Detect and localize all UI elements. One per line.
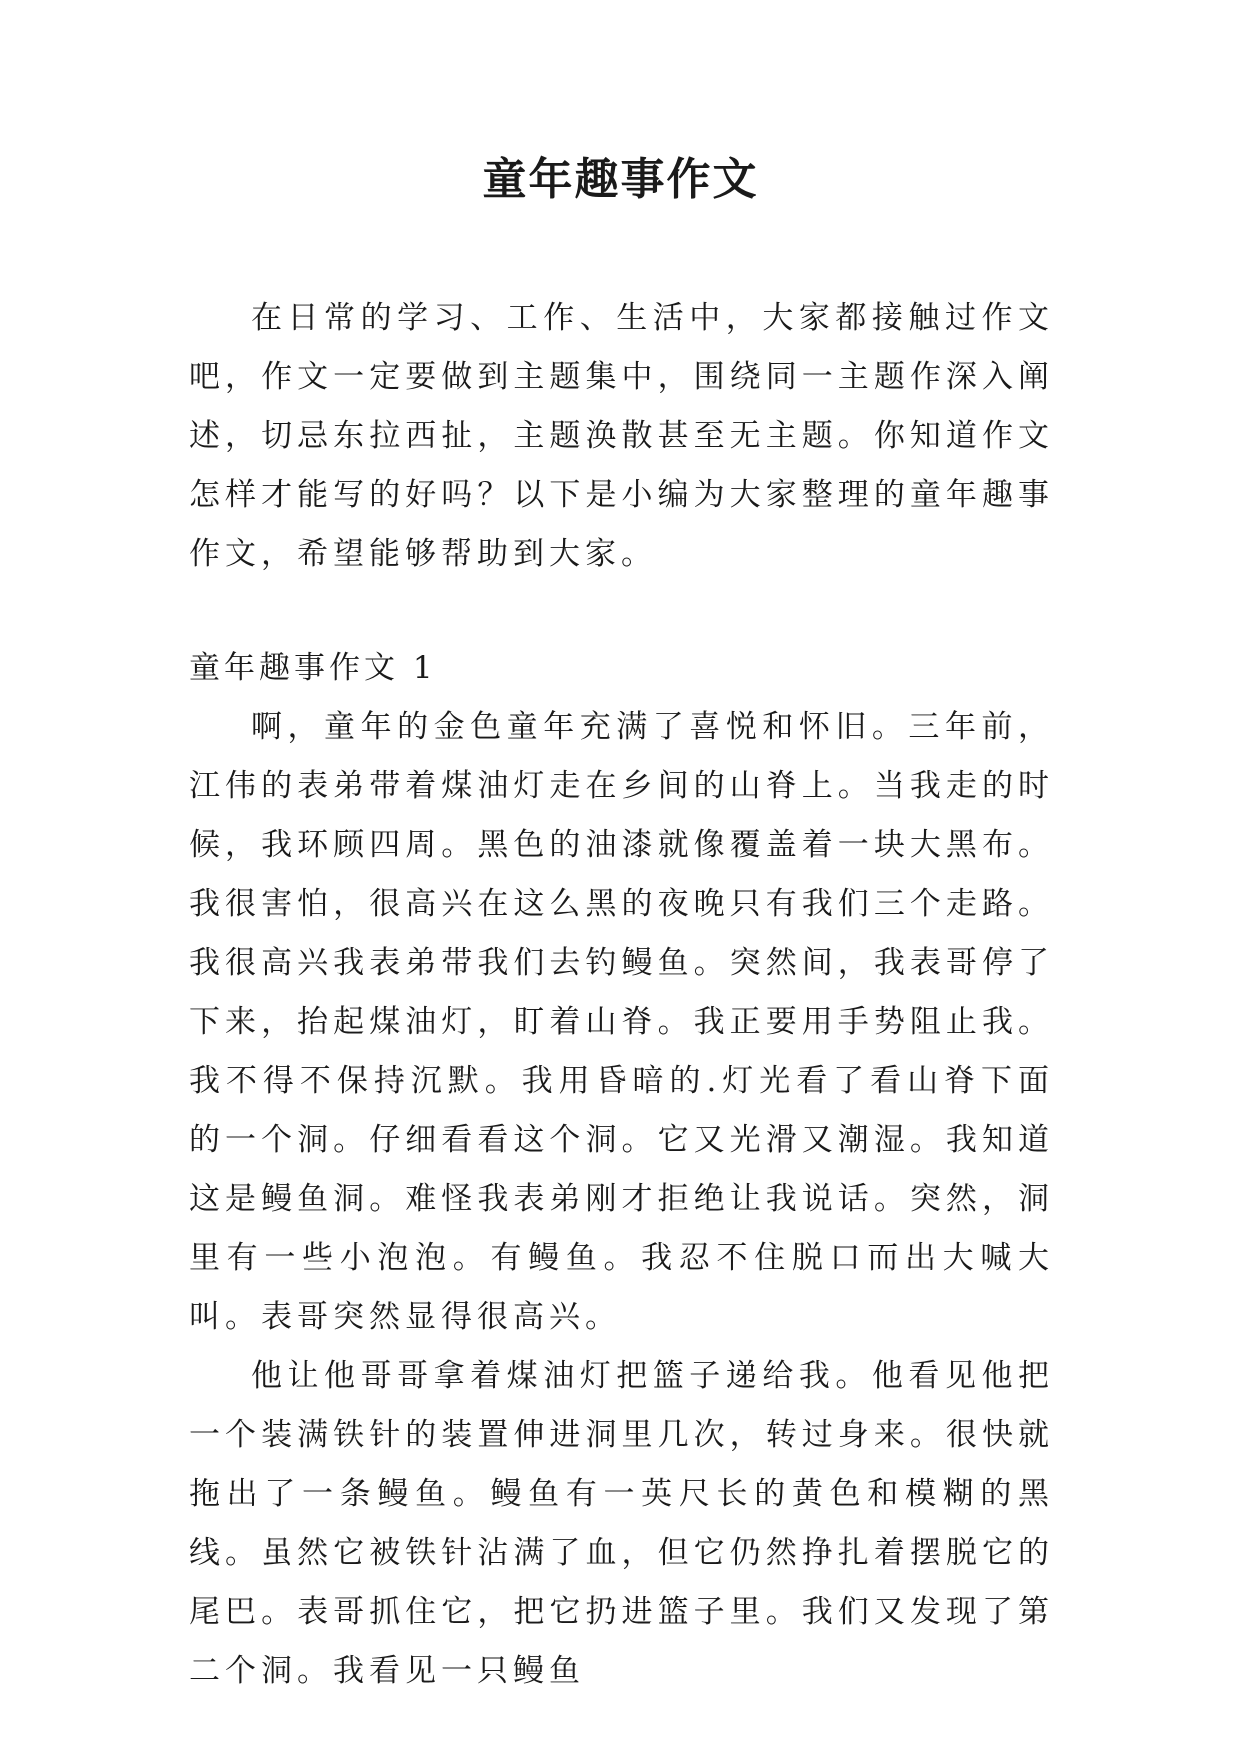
essay-paragraph: 他让他哥哥拿着煤油灯把篮子递给我。他看见他把一个装满铁针的装置伸进洞里几次，转过身来。很快就拖出了一条鳗鱼。鳗鱼有一英尺长的黄色和模糊的黑线。虽然它被铁针沾满了血，但它仍然挣扎着摆脱它的尾巴。表哥抓住它，把它扔进篮子里。我们又发现了第二个洞。我看见一只鳗鱼 [189, 1358, 1054, 1689]
section-heading: 童年趣事作文 1 [189, 650, 437, 686]
essay-paragraph: 啊，童年的金色童年充满了喜悦和怀旧。三年前，江伟的表弟带着煤油灯走在乡间的山脊上。当我走的时候，我环顾四周。黑色的油漆就像覆盖着一块大黑布。我很害怕，很高兴在这么黑的夜晚只有我们三个走路。我很高兴我表弟带我们去钓鳗鱼。突然间，我表哥停了下来，抬起煤油灯，盯着山脊。我正要用手势阻止我。我不得不保持沉默。我用昏暗的.灯光看了看山脊下面的一个洞。仔细看看这个洞。它又光滑又潮湿。我知道这是鳗鱼洞。难怪我表弟刚才拒绝让我说话。突然，洞里有一些小泡泡。有鳗鱼。我忍不住脱口而出大喊大叫。表哥突然显得很高兴。 [189, 709, 1054, 1335]
intro-paragraph: 在日常的学习、工作、生活中，大家都接触过作文吧，作文一定要做到主题集中，围绕同一主题作深入阐述，切忌东拉西扯，主题涣散甚至无主题。你知道作文怎样才能写的好吗？以下是小编为大家整理的童年趣事作文，希望能够帮助到大家。 [189, 300, 1054, 572]
document-title: 童年趣事作文 [482, 154, 759, 205]
intro-block [189, 289, 1054, 584]
essay-section [189, 639, 1054, 1701]
